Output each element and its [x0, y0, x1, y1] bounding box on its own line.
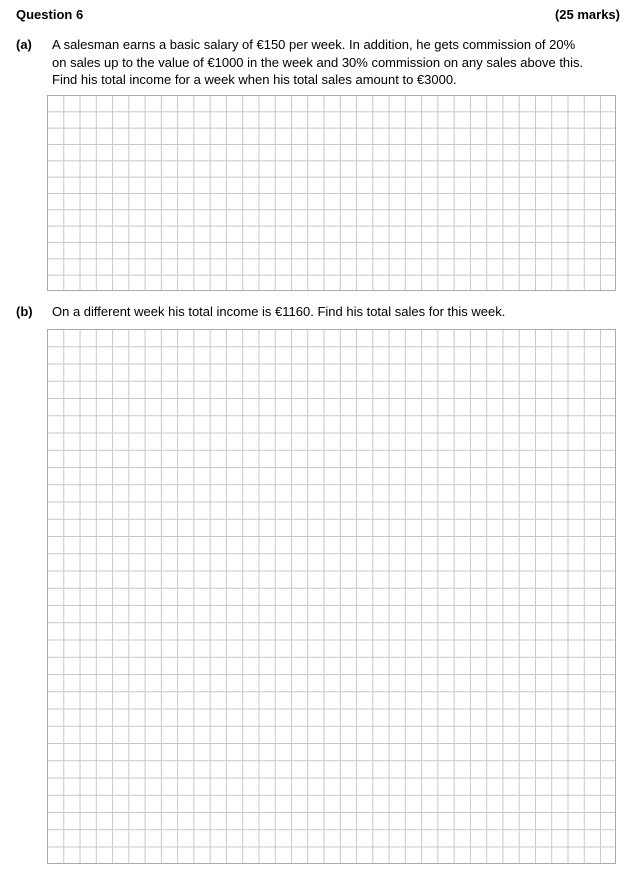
- part-b-label: (b): [16, 304, 33, 319]
- question-title: Question 6: [16, 7, 84, 22]
- question-marks: (25 marks): [554, 7, 620, 22]
- answer-grid-b[interactable]: [47, 329, 616, 864]
- part-a-line: A salesman earns a basic salary of €150 per week. In addition, he gets commission of 20%: [52, 37, 576, 52]
- part-a-text: [52, 36, 583, 89]
- part-a-label: (a): [16, 37, 32, 52]
- part-a-line: on sales up to the value of €1000 in the week and 30% commission on any sales above this.: [52, 54, 584, 70]
- part-b-text: [52, 303, 505, 321]
- part-a-line: Find his total income for a week when his total sales amount to €3000.: [52, 72, 457, 87]
- part-b-line: On a different week his total income is €1160. Find his total sales for this week.: [52, 304, 506, 319]
- answer-grid-a[interactable]: [47, 95, 616, 291]
- question-header: [16, 7, 620, 25]
